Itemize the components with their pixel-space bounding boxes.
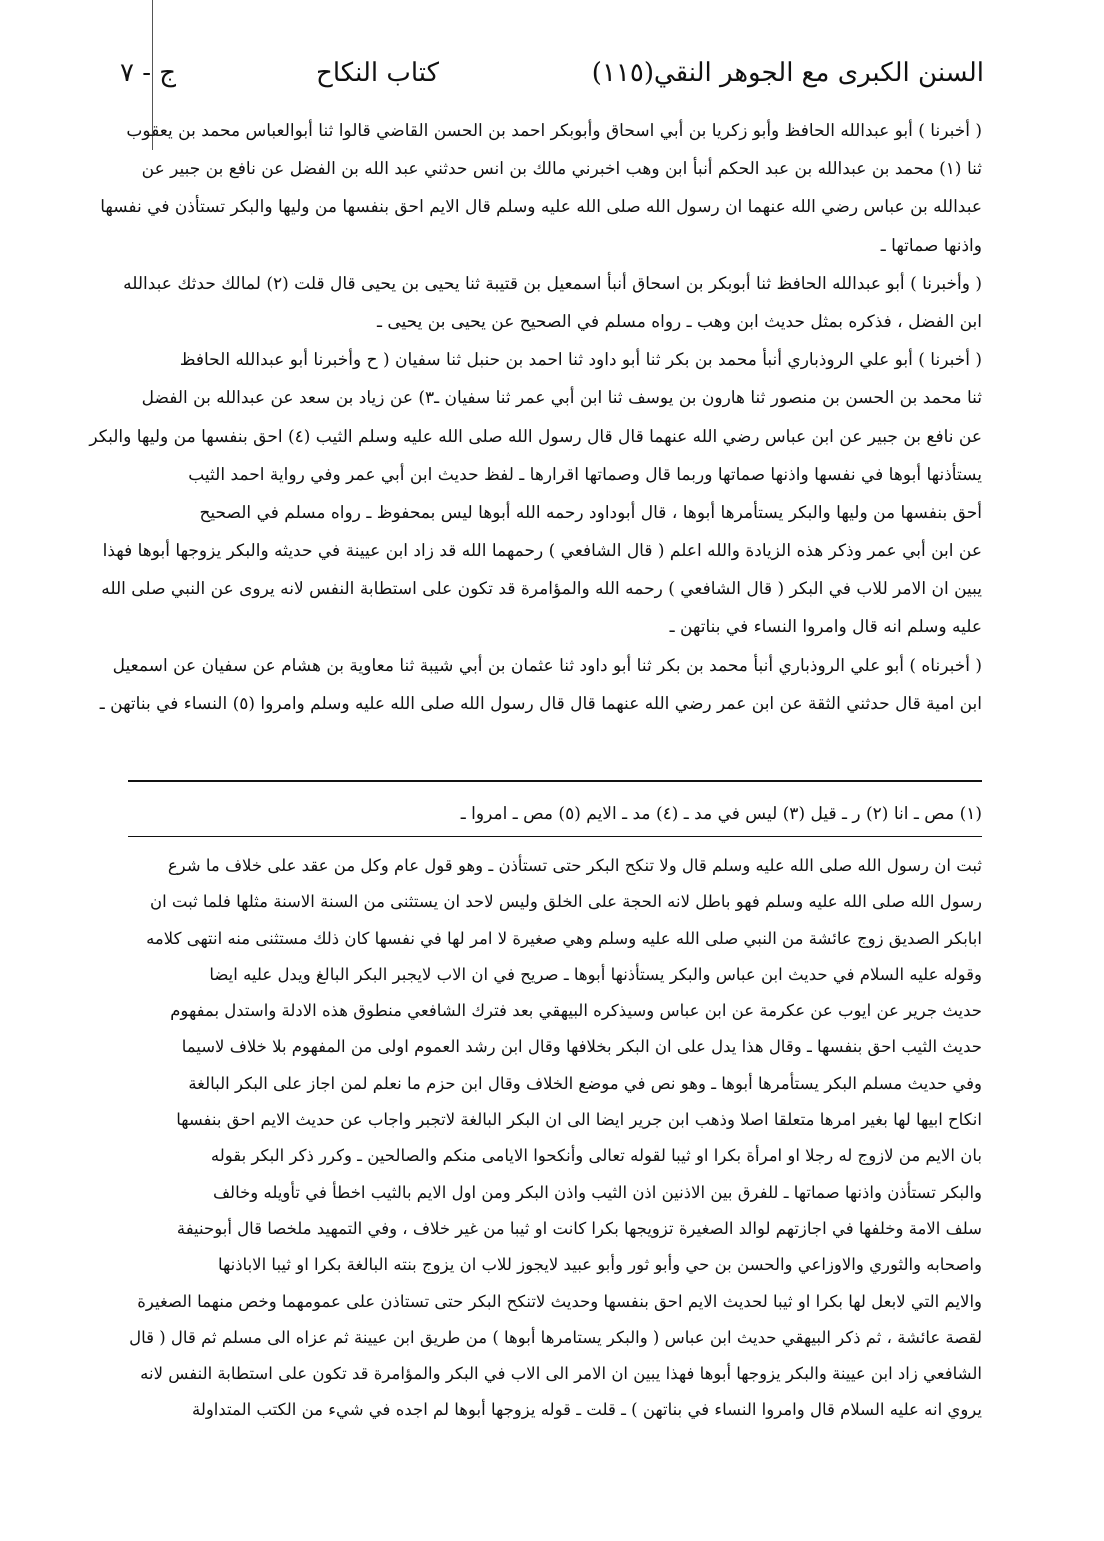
text-line: ابن الفضل ، فذكره بمثل حديث ابن وهب ـ رواه مسلم في الصحيح عن يحيى بن يحيى ـ (377, 311, 982, 332)
text-line: عن نافع بن جبير عن ابن عباس رضي الله عنهما قال قال رسول الله صلى الله عليه وسلم الثيب (٤) احق بنفسها من وليها والبكر (89, 426, 982, 447)
text-line: عبدالله بن عباس رضي الله عنهما ان رسول الله صلى الله عليه وسلم قال الايم احق بنفسها من وليها والبكر تستأذن في نفسها (100, 197, 982, 218)
book-title: السنن الكبرى مع الجوهر النقي (653, 58, 984, 88)
footnotes: (١) مص ـ انا (٢) ر ـ قيل (٣) ليس في مد ـ (٤) مد ـ الايم (٥) مص ـ امروا ـ (460, 804, 982, 824)
page-header (120, 58, 984, 102)
text-line: ثنا محمد بن الحسن بن منصور ثنا هارون بن يوسف ثنا ابن أبي عمر ثنا سفيان ـ٣) عن زياد بن سعد عن عبدالله بن الفضل (141, 388, 982, 409)
text-line: ( أخبرنا ) أبو عبدالله الحافظ وأبو زكريا بن أبي اسحاق وأبوبكر احمد بن الحسن القاضي قالوا ثنا أبوالعباس محمد بن يعقوب (126, 121, 982, 141)
text-line: أحق بنفسها من وليها والبكر يستأمرها أبوها ، قال أبوداود رحمه الله أبوها ليس بمحفوظ ـ رواه مسلم في الصحيح (199, 502, 982, 523)
text-line: ( وأخبرنا ) أبو عبدالله الحافظ ثنا أبوبكر بن اسحاق أنبأ اسمعيل بن قتيبة ثنا يحيى بن يحيى قال قلت (٢) لمالك حدثك عبدالله (123, 273, 982, 294)
commentary-line: والبكر تستأذن واذنها صماتها ـ للفرق بين الاذنين اذن الثيب واذن البكر ومن اول الايم بالثيب اخطأ في تأويله وخالف (212, 1182, 982, 1202)
commentary-line: رسول الله صلى الله عليه وسلم فهو باطل لانه الحجة على الخلق وليس لاحد ان يستثنى من السنة الاسنة مثلها فلما ثبت ان (149, 892, 982, 912)
main-text (89, 112, 982, 723)
commentary-line: لقصة عائشة ، ثم ذكر البيهقي حديث ابن عباس ( والبكر يستامرها أبوها ) من طريق ابن عيينة ثم عزاه الى مسلم ثم قال ( قال (129, 1327, 982, 1347)
text-line: عن ابن أبي عمر وذكر هذه الزيادة والله اعلم ( قال الشافعي ) رحمهما الله قد زاد ابن عيينة في حديثه والبكر يزوجها أبوها فهذا (102, 541, 982, 562)
text-line: ابن امية قال حدثني الثقة عن ابن عمر رضي الله عنهما قال قال رسول الله صلى الله عليه وسلم وامروا (٥) النساء في بناتهن ـ (99, 693, 982, 714)
commentary-line: بان الايم من لازوج له رجلا او امرأة بكرا او ثيبا لقوله تعالى وأنكحوا الايامى منكم والصالحين ـ وكرر ذكر البكر بقوله (210, 1146, 982, 1166)
section-divider (128, 836, 982, 837)
commentary-line: واصحابه والثوري والاوزاعي والحسن بن حي وأبو ثور وأبو عبيد لايجوز للاب ان يزوج بنته البالغة بكرا او ثيبا الاباذنها (217, 1255, 982, 1275)
section-divider (128, 780, 982, 782)
text-line: ( أخبرنا ) أبو علي الروذباري أنبأ محمد بن بكر ثنا أبو داود ثنا احمد بن حنبل ثنا سفيان ( ح وأخبرنا أبو عبدالله الحافظ (179, 350, 982, 371)
commentary-line: والايم التي لابعل لها بكرا او ثيبا لحديث الايم احق بنفسها وحديث لاتنكح البكر حتى تستاذن على عمومهما وخص منهما الصغيرة (137, 1291, 982, 1311)
text-line: واذنها صماتها ـ (880, 235, 982, 256)
text-line: يستأذنها أبوها في نفسها واذنها صماتها وربما قال وصماتها اقرارها ـ لفظ حديث ابن أبي عمر وفي رواية احمد الثيب (188, 464, 982, 485)
text-line: ( أخبرناه ) أبو علي الروذباري أنبأ محمد بن بكر ثنا أبو داود ثنا عثمان بن أبي شيبة ثنا معاوية بن هشام عن سفيان عن اسمعيل (112, 655, 982, 676)
text-line: عليه وسلم انه قال وامروا النساء في بناتهن ـ (669, 617, 982, 638)
commentary-line: ثبت ان رسول الله صلى الله عليه وسلم قال ولا تنكح البكر حتى تستأذن ـ وهو قول عام وكل من عقد على خلاف ما شرع (167, 856, 982, 875)
commentary-line: يروي انه عليه السلام قال وامروا النساء في بناتهن ) ـ قلت ـ قوله يزوجها أبوها لم اجده في شيء من الكتب المتداولة (191, 1400, 982, 1420)
text-line: يبين ان الامر للاب في البكر ( قال الشافعي ) رحمه الله والمؤامرة قد تكون على استطابة النفس لانه يروى عن النبي صلى الله (101, 579, 982, 600)
volume-label: ج - ٧ (120, 58, 177, 88)
commentary-line: حديث جرير عن ايوب عن عكرمة عن ابن عباس وسيذكره البيهقي بعد فترك الشافعي منطوق هذه الادلة واستدل بمفهوم (170, 1001, 982, 1021)
commentary-line: وقوله عليه السلام في حديث ابن عباس والبكر يستأذنها أبوها ـ صريح في ان الاب لايجبر البكر البالغ ويدل عليه ايضا (209, 964, 982, 984)
commentary-line: وفي حديث مسلم البكر يستأمرها أبوها ـ وهو نص في موضع الخلاف وقال ابن حزم ما نعلم لمن اجاز على البكر البالغة (188, 1073, 982, 1093)
chapter-title: كتاب النكاح (316, 58, 439, 88)
commentary-line: ابابكر الصديق زوج عائشة من النبي صلى الله عليه وسلم وهي صغيرة لا امر لها في نفسها كان ذلك مستثنى منه انتهى كلامه (146, 928, 982, 948)
commentary-text (128, 848, 982, 1429)
text-line: ثنا (١) محمد بن عبدالله بن عبد الحكم أنبأ ابن وهب اخبرني مالك بن انس حدثني عبد الله بن الفضل عن نافع بن جبير عن (141, 159, 982, 180)
commentary-line: الشافعي زاد ابن عيينة والبكر يزوجها أبوها فهذا يبين ان الامر الى الاب في البكر والمؤامرة قد تكون على استطابة النفس لانه (140, 1364, 982, 1384)
commentary-line: سلف الامة وخلفها في اجازتهم لوالد الصغيرة تزويجها بكرا كانت او ثيبا من غير خلاف ، وفي التمهيد ملخصا قال أبوحنيفة (176, 1218, 982, 1238)
commentary-line: حديث الثيب احق بنفسها ـ وقال هذا يدل على ان البكر بخلافها وقال ابن رشد العموم اولى من المفهوم بلا خلاف لاسيما (181, 1037, 982, 1057)
page-number: (١١٥) (591, 58, 654, 88)
commentary-line: انكاح ابيها لها بغير امرها متعلقا اصلا وذهب ابن جرير ايضا الى ان البكر البالغة لاتجبر واجاب عن حديث الايم احق بنفسها (176, 1110, 982, 1130)
